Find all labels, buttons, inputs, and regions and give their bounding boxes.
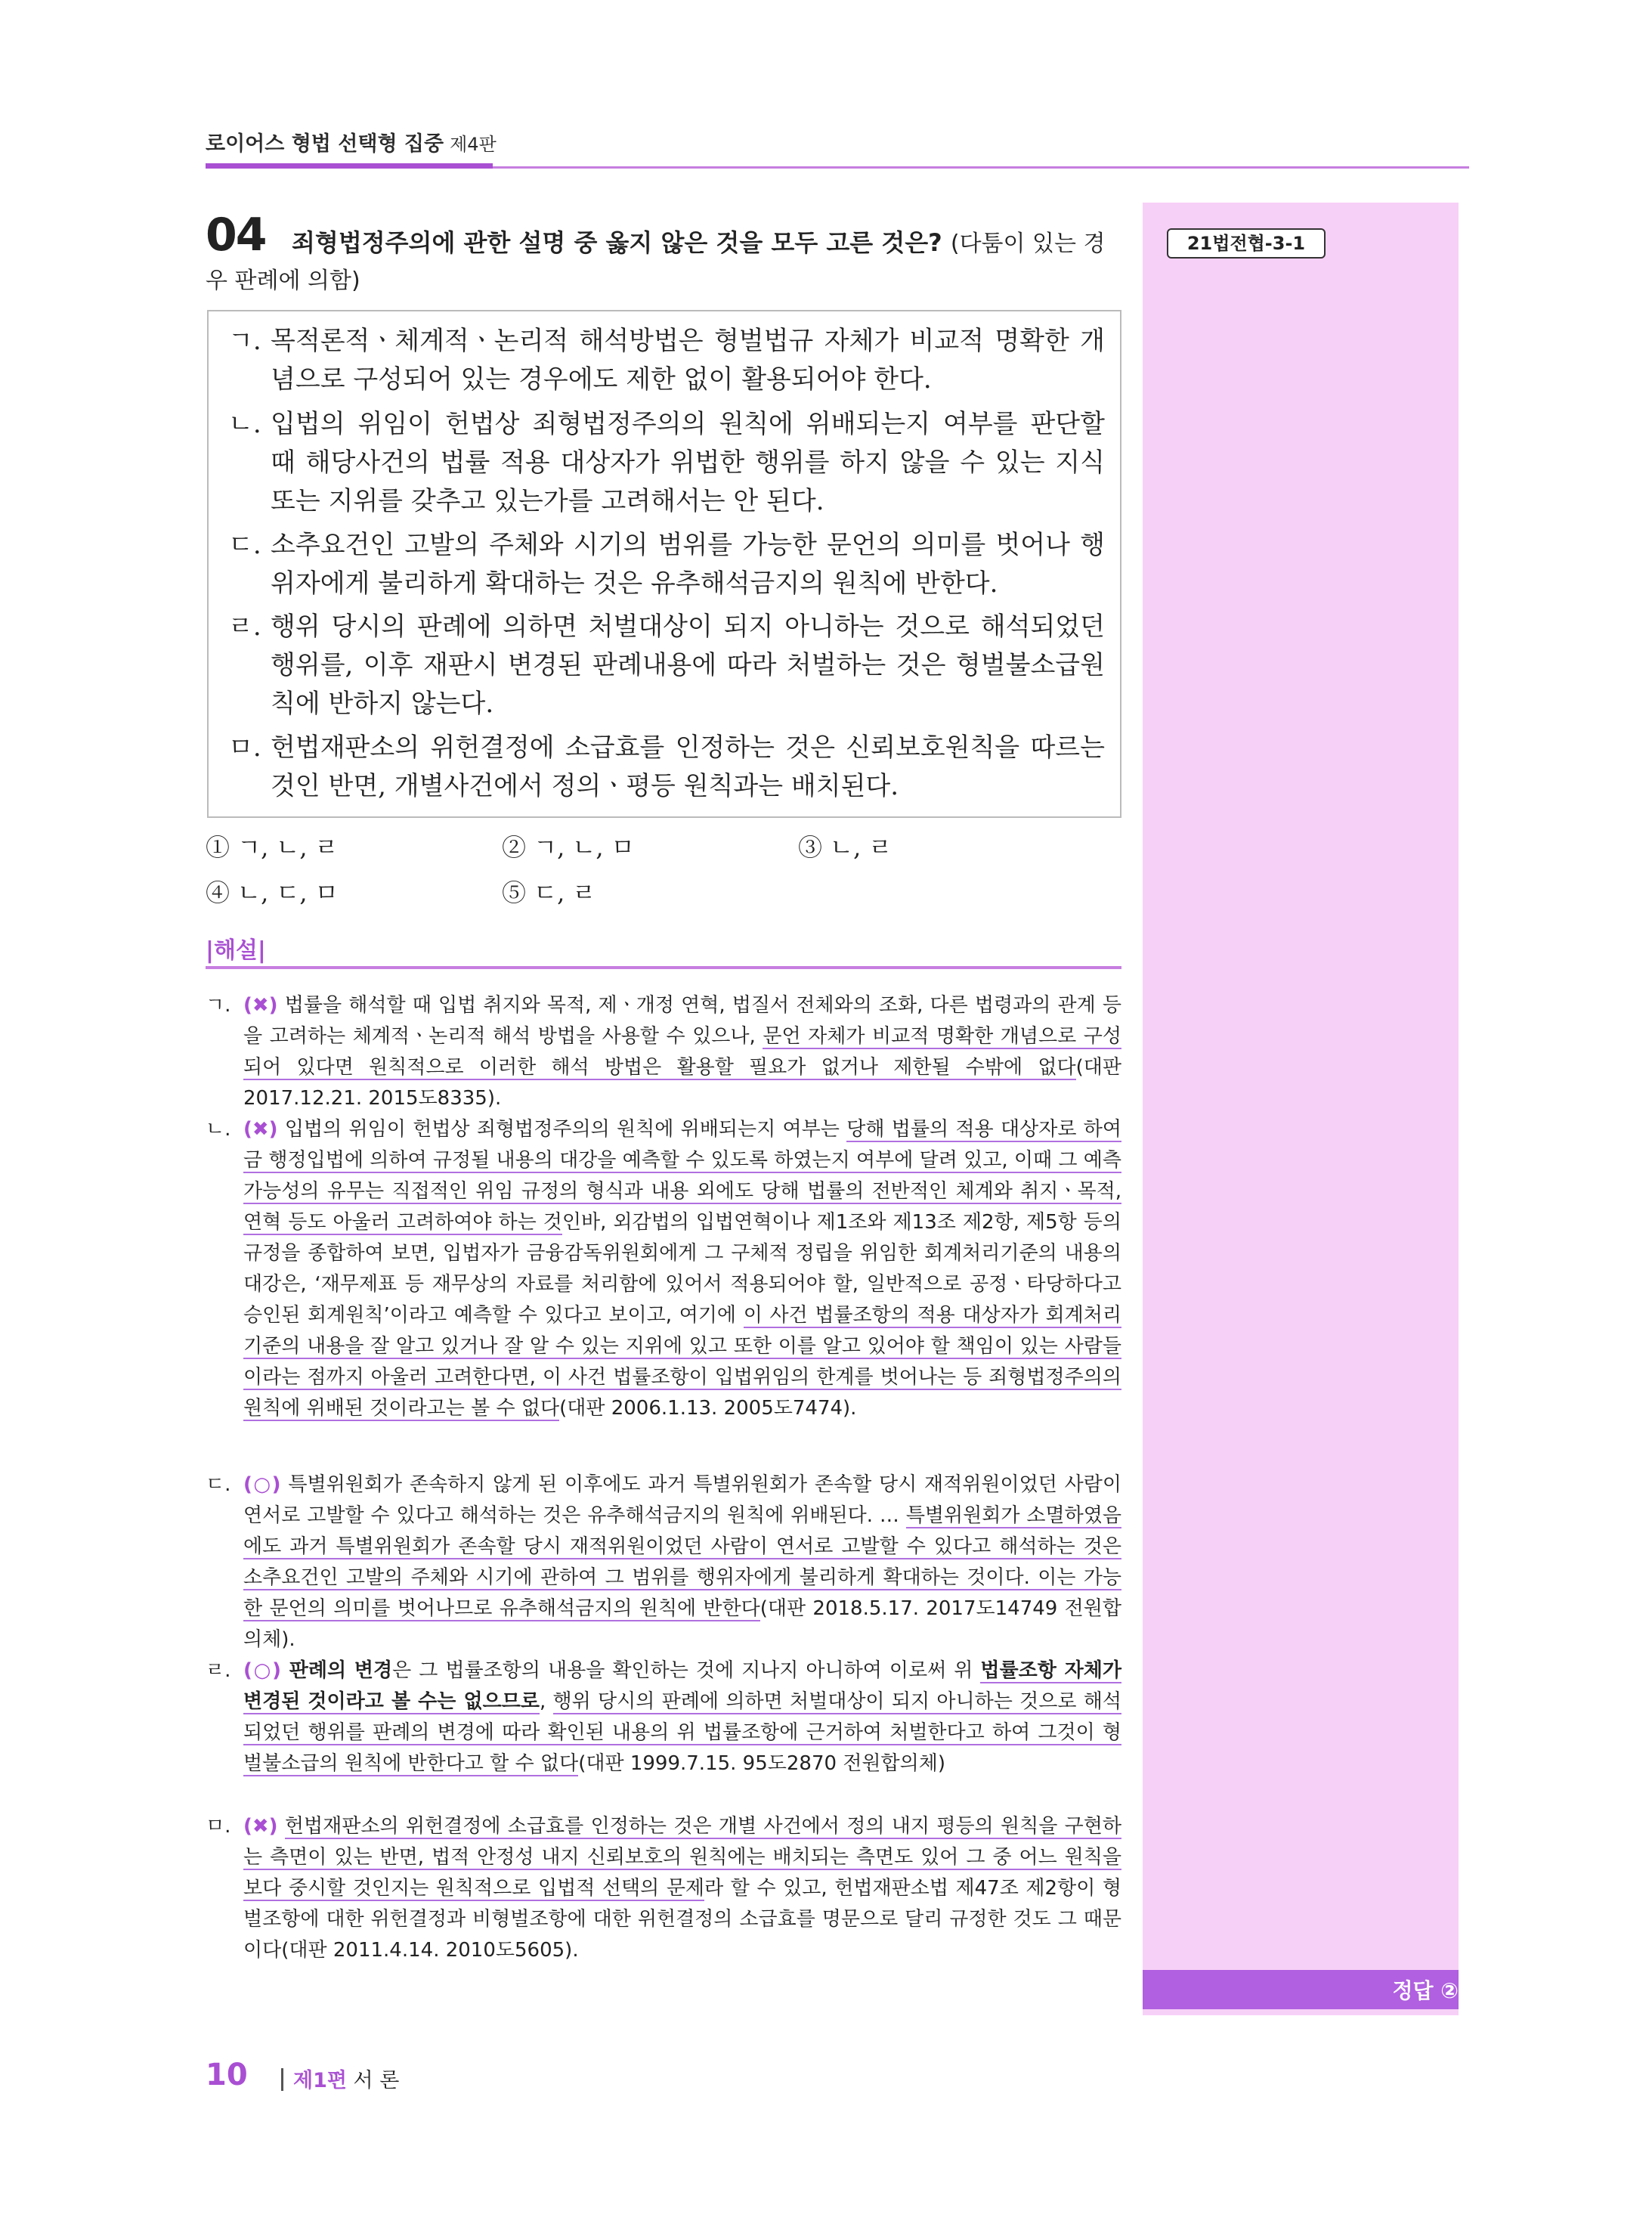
sidebar-panel — [1143, 203, 1459, 2015]
explanation-text-part: (대판 1999.7.15. 95도2870 전원합의체) — [578, 1752, 946, 1775]
explanation-text-part: 은 그 법률조항의 내용을 확인하는 것에 지나지 아니하여 이로써 위 — [392, 1659, 981, 1682]
explanation-text-part: 인바, 외감법의 입법연혁이나 제1조와 제13조 제2항, 제5항 등의 규정을 종합하여 보면, 입법자가 금융감독위원회에게 그 구체적 정립을 위임한 회계처리기준의 내용의 대강은, ‘재무제표 등 재무상의 자료를 처리함에 있어서 적용되어야 할, 일반적으로 공정ㆍ타당하다고 승인된 회계원칙’이라고 예측할 수 있다고 보이고, 여기에 — [243, 1211, 1121, 1327]
explanation-text-part: 법률조항 자체가 변경된 것이라고 볼 수는 없으므로 — [243, 1659, 1122, 1713]
source-tag: 21법전협-3-1 — [1167, 228, 1326, 259]
page-number: 10 — [206, 2058, 248, 2092]
footer-section — [293, 2064, 399, 2093]
explanation-divider — [206, 966, 1121, 969]
statement-text: 행위 당시의 판례에 의하면 처벌대상이 되지 아니하는 것으로 해석되었던 행위를, 이후 재판시 변경된 판례내용에 따라 처벌하는 것은 형벌불소급원칙에 반하지 않는다. — [271, 612, 1105, 719]
statement-marker: ㄹ. — [228, 612, 261, 642]
explanation-text-part: 당해 법률의 적용 대상자로 하여금 행정입법에 의하여 규정될 내용의 대강을 예측할 수 있도록 하였는지 여부에 달려 있고, 이때 그 예측가능성의 유무는 직접적인 위임 규정의 형식과 내용 외에도 당해 법률의 전반적인 체계와 취지ㆍ목적, 연혁 등도 아울러 고려하여야 하는 것 — [243, 1118, 1121, 1234]
explanation-item — [206, 1470, 1121, 1655]
explanation-text-part: , — [539, 1690, 553, 1713]
statement-item — [228, 322, 1105, 399]
answer-label: 정답 ② — [1392, 1978, 1459, 2003]
ox-mark: (○) — [243, 1473, 281, 1496]
explanation-text-part: 행위 당시의 판례에 의하면 처벌대상이 되지 아니하는 것으로 해석되었던 행위를 판례의 변경에 따라 확인된 내용의 위 법률조항에 근거하여 처벌한다고 하여 그것이 형벌불소급의 원칙에 반한다고 할 수 없다 — [243, 1690, 1121, 1775]
question-number: 04 — [206, 209, 266, 262]
statement-text: 목적론적ㆍ체계적ㆍ논리적 해석방법은 형벌법규 자체가 비교적 명확한 개념으로 구성되어 있는 경우에도 제한 없이 활용되어야 한다. — [271, 326, 1105, 395]
statement-item — [228, 405, 1105, 521]
explanation-marker: ㄷ. — [206, 1473, 231, 1496]
statement-text: 입법의 위임이 헌법상 죄형법정주의의 원칙에 위배되는지 여부를 판단할 때 해당사건의 법률 적용 대상자가 위법한 행위를 하지 않을 수 있는 지식 또는 지위를 갖추고 있는가를 고려해서는 안 된다. — [271, 409, 1105, 516]
ox-mark: (✖) — [243, 994, 278, 1017]
statements-box — [207, 310, 1121, 818]
explanation-label: |해설| — [206, 937, 266, 964]
footer-title: 서 론 — [353, 2069, 400, 2092]
explanation-item — [206, 990, 1121, 1114]
ox-mark: (✖) — [243, 1118, 278, 1141]
statement-marker: ㅁ. — [228, 732, 261, 763]
explanation-marker: ㄴ. — [206, 1118, 231, 1141]
statement-item — [228, 608, 1105, 723]
ox-mark: (✖) — [243, 1815, 278, 1838]
explanation-item — [206, 1811, 1121, 1966]
explanation-text-part: 라 할 수 있고, 헌법재판소법 제47조 제2항이 형벌조항에 대한 위헌결정과 비형벌조항에 대한 위헌결정의 소급효를 명문으로 달리 규정한 것도 그 때문이다(대판 2011.4.14. 2010도5605). — [243, 1877, 1122, 1962]
choice-5[interactable]: ⑤ ㄷ, ㄹ — [502, 878, 596, 907]
explanation-text-part: 문언 자체가 비교적 명확한 개념으로 구성되어 있다면 원칙적으로 이러한 해석 방법은 활용할 필요가 없거나 제한될 수밖에 없다 — [243, 1025, 1121, 1079]
choice-2[interactable]: ② ㄱ, ㄴ, ㅁ — [502, 833, 635, 862]
statement-text: 헌법재판소의 위헌결정에 소급효를 인정하는 것은 신뢰보호원칙을 따르는 것인 반면, 개별사건에서 정의ㆍ평등 원칙과는 배치된다. — [271, 732, 1105, 801]
explanation-text-part: 특별위원회가 존속하지 않게 된 이후에도 과거 특별위원회가 존속할 당시 재적위원이었던 사람이 연서로 고발할 수 있다고 해석하는 것은 유추해석금지의 원칙에 위배된다. … — [243, 1473, 1121, 1527]
explanation-text-part: (대판 2017.12.21. 2015도8335). — [243, 1056, 1121, 1110]
statement-text: 소추요건인 고발의 주체와 시기의 범위를 가능한 문언의 의미를 벗어나 행위자에게 불리하게 확대하는 것은 유추해석금지의 원칙에 반한다. — [271, 530, 1105, 599]
footer-part: 제1편 — [293, 2069, 347, 2092]
question-text: 죄형법정주의에 관한 설명 중 옳지 않은 것을 모두 고른 것은? (다툼이 있는 경 — [292, 228, 1106, 257]
explanation-text-part: (대판 2018.5.17. 2017도14749 전원합의체). — [243, 1597, 1121, 1651]
explanation-text-part: 법률을 해석할 때 입법 취지와 목적, 제ㆍ개정 연혁, 법질서 전체와의 조화, 다른 법령과의 관계 등을 고려하는 체계적ㆍ논리적 해석 방법을 사용할 수 있으나, — [243, 994, 1121, 1048]
explanation-text-part: (대판 2006.1.13. 2005도7474). — [559, 1397, 857, 1420]
question-note: (다툼이 있는 경 — [950, 231, 1106, 257]
explanation-item — [206, 1114, 1121, 1424]
question-note-cont: 우 판례에 의함) — [206, 268, 360, 294]
explanation-text-part — [278, 1815, 285, 1838]
explanation-text-part: 특별위원회가 소멸하였음에도 과거 특별위원회가 존속할 당시 재적위원이었던 사람이 연서로 고발할 수 있다고 해석하는 것은 소추요건인 고발의 주체와 시기에 관하여 그 범위를 행위자에게 불리하게 확대하는 것이다. 이는 가능한 문언의 의미를 벗어나므로 유추해석금지의 원칙에 반한다 — [243, 1504, 1121, 1620]
header-accent-bar — [206, 163, 493, 169]
statement-marker: ㄱ. — [228, 326, 261, 356]
explanation-text-part: 입법의 위임이 헌법상 죄형법정주의의 원칙에 위배되는지 여부는 — [277, 1118, 847, 1141]
statement-item — [228, 526, 1105, 603]
explanation-text-part: 헌법재판소의 위헌결정에 소급효를 인정하는 것은 개별 사건에서 정의 내지 평등의 원칙을 구현하는 측면이 있는 반면, 법적 안정성 내지 신뢰보호의 원칙에는 배치되는 측면도 있어 그 중 어느 원칙을 보다 중시할 것인지는 원칙적으로 입법적 선택의 문제 — [243, 1815, 1122, 1900]
explanation-marker: ㅁ. — [206, 1815, 231, 1838]
explanation-marker: ㄹ. — [206, 1659, 231, 1682]
statement-marker: ㄴ. — [228, 409, 261, 439]
explanation-item — [206, 1655, 1121, 1779]
footer-divider — [281, 2068, 283, 2091]
header-title: 로이어스 형법 선택형 집중 제4판 — [206, 132, 497, 156]
explanation-text-part: 이 사건 법률조항의 적용 대상자가 회계처리기준의 내용을 잘 알고 있거나 잘 알 수 있는 지위에 있고 또한 이를 알고 있어야 할 책임이 있는 사람들이라는 점까지 아울러 고려한다면, 이 사건 법률조항이 입법위임의 한계를 벗어나는 등 죄형법정주의의 원칙에 위배된 것이라고는 볼 수 없다 — [243, 1304, 1121, 1420]
statement-marker: ㄷ. — [228, 530, 261, 560]
choice-1[interactable]: ① ㄱ, ㄴ, ㄹ — [206, 833, 339, 862]
edition-label: 제4판 — [450, 134, 497, 155]
choice-4[interactable]: ④ ㄴ, ㄷ, ㅁ — [206, 878, 339, 907]
choice-3[interactable]: ③ ㄴ, ㄹ — [798, 833, 893, 862]
statement-item — [228, 729, 1105, 806]
explanation-text-part: 판례의 변경 — [280, 1659, 393, 1682]
explanation-marker: ㄱ. — [206, 994, 231, 1017]
ox-mark: (○) — [243, 1659, 281, 1682]
